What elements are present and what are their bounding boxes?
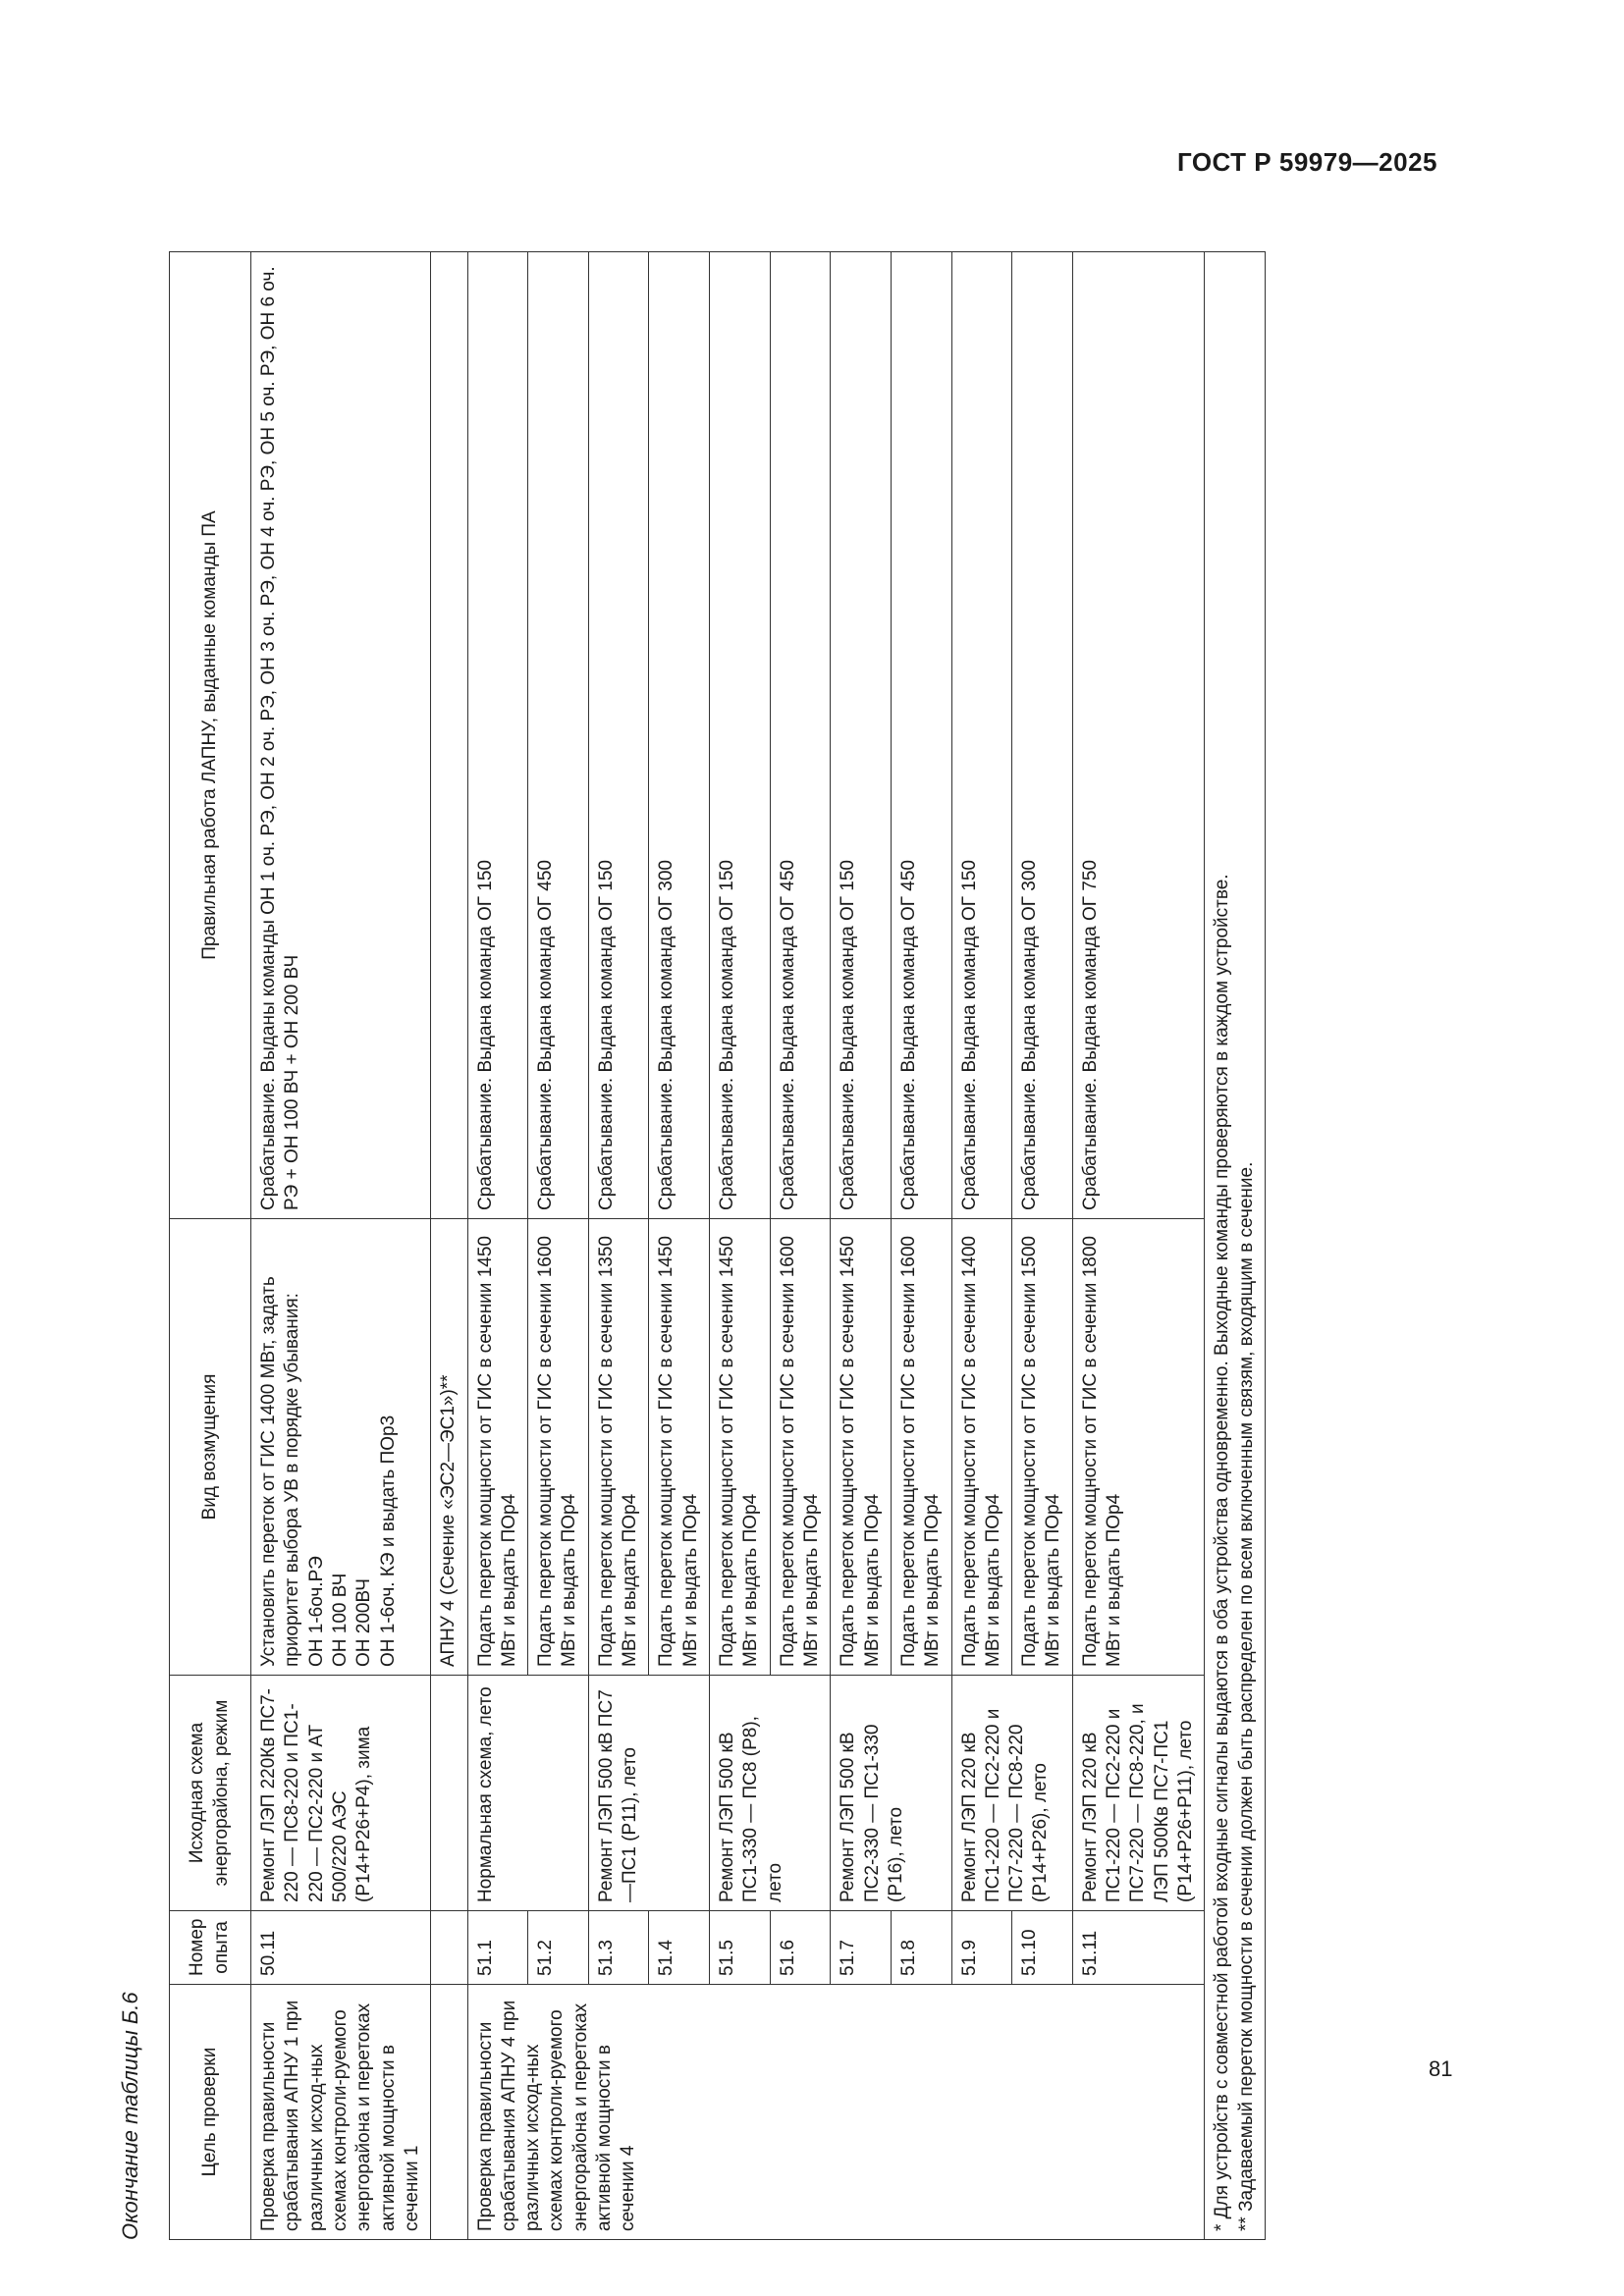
scheme-cell: Ремонт ЛЭП 220 кВ ПС1-220 — ПС2-220 и ПС7-220 — ПС8-220 (P14+P26), лето	[951, 1676, 1072, 1911]
scheme-cell: Нормальная схема, лето	[467, 1676, 588, 1911]
disturbance-cell: Подать переток мощности от ГИС в сечении 1600 МВт и выдать ПОр4	[770, 1219, 831, 1676]
num-cell: 51.9	[951, 1911, 1012, 1985]
table-row	[831, 252, 892, 2240]
result-cell: Срабатывание. Выдана команда ОГ 150	[588, 252, 649, 1219]
disturbance-cell: Подать переток мощности от ГИС в сечении 1450 МВт и выдать ПОр4	[831, 1219, 892, 1676]
col-header-num: Номер опыта	[170, 1911, 251, 1985]
col-header-disturbance: Вид возмущения	[170, 1219, 251, 1676]
num-cell: 51.8	[891, 1911, 951, 1985]
num-cell: 50.11	[251, 1911, 431, 1985]
disturbance-cell: Подать переток мощности от ГИС в сечении 1500 МВт и выдать ПОр4	[1012, 1219, 1073, 1676]
result-cell: Срабатывание. Выдана команда ОГ 150	[467, 252, 528, 1219]
num-cell: 51.2	[528, 1911, 589, 1985]
result-cell: Срабатывание. Выдана команда ОГ 450	[770, 252, 831, 1219]
result-cell: Срабатывание. Выдана команда ОГ 150	[951, 252, 1012, 1219]
result-cell: Срабатывание. Выдана команда ОГ 300	[1012, 252, 1073, 1219]
scheme-cell: Ремонт ЛЭП 220 кВ ПС1-220 — ПС2-220 и ПС7-220 — ПС8-220, и ЛЭП 500Кв ПС7-ПС1 (P14+P26+P11), лето	[1072, 1676, 1205, 1911]
document-header: ГОСТ Р 59979—2025	[1176, 147, 1437, 177]
result-cell: Срабатывание. Выдана команда ОГ 450	[528, 252, 589, 1219]
table-row	[588, 252, 649, 2240]
table-row	[710, 252, 771, 2240]
scheme-cell: Ремонт ЛЭП 500 кВ ПС1-330 — ПС8 (P8), лето	[710, 1676, 831, 1911]
col-header-result: Правильная работа ЛАПНУ, выданные команды ПА	[170, 252, 251, 1219]
section-title: АПНУ 4 (Сечение «ЭС2—ЭС1»)**	[431, 1219, 467, 1676]
disturbance-cell: Подать переток мощности от ГИС в сечении 1450 МВт и выдать ПОр4	[467, 1219, 528, 1676]
num-cell: 51.6	[770, 1911, 831, 1985]
disturbance-cell: Установить переток от ГИС 1400 МВт, задать приоритет выбора УВ в порядке убывания: ОН 1-6оч.РЭ ОН 100 ВЧ ОН 200ВЧ ОН 1-6оч. КЭ и выдать ПОр3	[251, 1219, 431, 1676]
num-cell: 51.11	[1072, 1911, 1205, 1985]
footnote-row	[1205, 252, 1266, 2240]
footnote-1: * Для устройств с совместной работой входные сигналы выдаются в оба устройства одновременно. Выходные команды проверяются в каждом устройстве.	[1212, 874, 1233, 2231]
scheme-cell: Ремонт ЛЭП 500 кВ ПС7—ПС1 (P11), лето	[588, 1676, 709, 1911]
footnote-2: ** Задаваемый переток мощности в сечении должен быть распределен по всем включенным связям, входящим в сечение.	[1235, 1161, 1257, 2231]
num-cell: 51.4	[649, 1911, 710, 1985]
result-cell: Срабатывание. Выдана команда ОГ 150	[831, 252, 892, 1219]
rotated-table-page	[118, 252, 1394, 2240]
num-cell: 51.1	[467, 1911, 528, 1985]
table-row	[1072, 252, 1205, 2240]
table-row	[251, 252, 431, 2240]
num-cell: 51.3	[588, 1911, 649, 1985]
num-cell: 51.10	[1012, 1911, 1073, 1985]
disturbance-cell: Подать переток мощности от ГИС в сечении 1450 МВт и выдать ПОр4	[710, 1219, 771, 1676]
num-cell: 51.7	[831, 1911, 892, 1985]
table-header-row	[170, 252, 251, 2240]
disturbance-cell: Подать переток мощности от ГИС в сечении 1600 МВт и выдать ПОр4	[891, 1219, 951, 1676]
test-table	[169, 251, 1266, 2240]
footnotes-cell	[1205, 252, 1266, 2240]
result-cell: Срабатывание. Выданы команды ОН 1 оч. РЭ, ОН 2 оч. РЭ, ОН 3 оч. РЭ, ОН 4 оч. РЭ, ОН 5 оч. РЭ, ОН 6 оч. РЭ + ОН 100 ВЧ + ОН 200 ВЧ	[251, 252, 431, 1219]
disturbance-cell: Подать переток мощности от ГИС в сечении 1800 МВт и выдать ПОр4	[1072, 1219, 1205, 1676]
col-header-goal: Цель проверки	[170, 1985, 251, 2240]
table-row	[528, 252, 589, 2240]
result-cell: Срабатывание. Выдана команда ОГ 150	[710, 252, 771, 1219]
table-row	[951, 252, 1012, 2240]
scheme-cell: Ремонт ЛЭП 500 кВ ПС2-330 — ПС1-330 (P16), лето	[831, 1676, 951, 1911]
num-cell: 51.5	[710, 1911, 771, 1985]
result-cell: Срабатывание. Выдана команда ОГ 300	[649, 252, 710, 1219]
goal-cell-apnu4: Проверка правильности срабатывания АПНУ 4 при различных исход-ных схемах контроли-руемого энергорайона и перетоках активной мощности в сечении 4	[467, 1985, 1205, 2240]
goal-cell: Проверка правильности срабатывания АПНУ 1 при различных исход-ных схемах контроли-руемого энергорайона и перетоках активной мощности в сечении 1	[251, 1985, 431, 2240]
disturbance-cell: Подать переток мощности от ГИС в сечении 1450 МВт и выдать ПОр4	[649, 1219, 710, 1676]
result-cell: Срабатывание. Выдана команда ОГ 750	[1072, 252, 1205, 1219]
disturbance-cell: Подать переток мощности от ГИС в сечении 1600 МВт и выдать ПОр4	[528, 1219, 589, 1676]
result-cell: Срабатывание. Выдана команда ОГ 450	[891, 252, 951, 1219]
table-row	[891, 252, 951, 2240]
table-row	[770, 252, 831, 2240]
table-row	[467, 252, 528, 2240]
section-row	[431, 252, 467, 2240]
scheme-cell: Ремонт ЛЭП 220Кв ПС7-220 — ПС8-220 и ПС1-220 — ПС2-220 и АТ 500/220 АЭС (P14+P26+P4), зима	[251, 1676, 431, 1911]
disturbance-cell: Подать переток мощности от ГИС в сечении 1350 МВт и выдать ПОр4	[588, 1219, 649, 1676]
table-caption: Окончание таблицы Б.6	[118, 1992, 142, 2240]
table-row	[649, 252, 710, 2240]
page-number: 81	[1429, 2056, 1453, 2081]
col-header-scheme: Исходная схема энергорайона, режим	[170, 1676, 251, 1911]
table-row	[1012, 252, 1073, 2240]
disturbance-cell: Подать переток мощности от ГИС в сечении 1400 МВт и выдать ПОр4	[951, 1219, 1012, 1676]
